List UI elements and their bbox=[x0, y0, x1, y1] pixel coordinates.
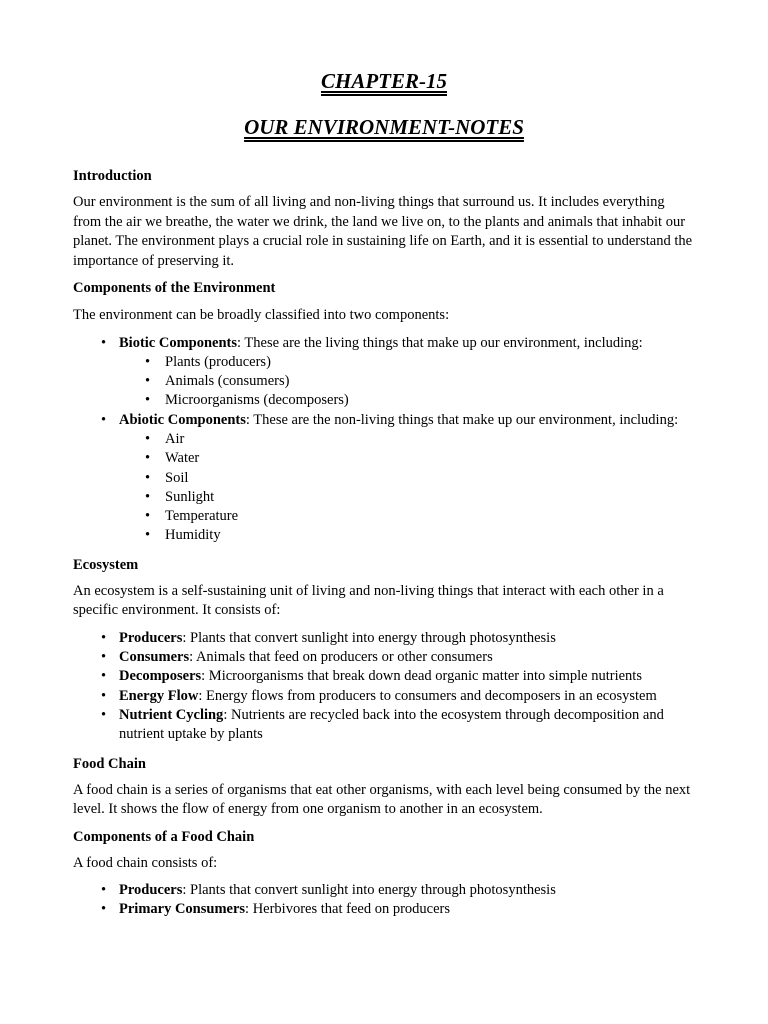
list-item: • Water bbox=[119, 449, 695, 468]
list-item bbox=[73, 667, 695, 686]
list-item-desc: : These are the non-living things that make up our environment, including: bbox=[245, 411, 679, 428]
list-item: • Animals (consumers) bbox=[119, 372, 695, 391]
list-item-desc: : Plants that convert sunlight into energy through photosynthesis bbox=[182, 882, 556, 899]
list-item bbox=[73, 881, 695, 900]
list-item bbox=[73, 629, 695, 648]
list-item-desc: : Energy flows from producers to consumers and decomposers in an ecosystem bbox=[198, 687, 657, 704]
list-item-desc: : Nutrients are recycled back into the ecosystem through decomposition and nutrient uptake by plants bbox=[119, 706, 664, 743]
abiotic-sublist bbox=[119, 430, 695, 546]
chapter-title: CHAPTER-15 bbox=[320, 69, 447, 93]
list-item: • Plants (producers) bbox=[119, 353, 695, 372]
ecosystem-intro: An ecosystem is a self-sustaining unit of living and non-living things that interact with each other in a specific environment. It consists of: bbox=[73, 582, 664, 619]
list-item-desc: : Herbivores that feed on producers bbox=[245, 901, 450, 918]
components-list bbox=[73, 334, 695, 546]
introduction-heading: Introduction bbox=[73, 168, 152, 184]
list-item-desc: : Plants that convert sunlight into energy through photosynthesis bbox=[182, 629, 556, 646]
list-item: • Temperature bbox=[119, 507, 695, 526]
list-item: • Air bbox=[119, 430, 695, 449]
food-chain-heading: Food Chain bbox=[73, 755, 146, 772]
list-item bbox=[73, 706, 695, 745]
food-chain-components-list bbox=[73, 881, 695, 920]
list-item: • Humidity bbox=[119, 526, 695, 545]
list-item-term: Biotic Components bbox=[119, 334, 238, 351]
food-chain-text: A food chain is a series of organisms that eat other organisms, with each level being consumed by the next level. It shows the flow of energy from one organism to another in an ecosystem. bbox=[73, 781, 691, 818]
list-item-term: Nutrient Cycling bbox=[119, 706, 224, 723]
list-item bbox=[73, 900, 695, 919]
list-item-term: Decomposers bbox=[119, 668, 202, 685]
list-item-term: Energy Flow bbox=[119, 687, 199, 704]
food-chain-components-heading: Components of a Food Chain bbox=[73, 828, 255, 845]
introduction-text: Our environment is the sum of all living and non-living things that surround us. It includes everything from the air we breathe, the water we drink, the land we live on, to the plants and animals that inhabit our planet. The environment plays a crucial role in sustaining life on Earth, and it is essential to understand the importance of preserving it. bbox=[73, 194, 693, 269]
list-item-term: Consumers bbox=[119, 649, 190, 666]
document-title: OUR ENVIRONMENT-NOTES bbox=[244, 115, 524, 139]
list-item bbox=[73, 648, 695, 667]
list-item-term: Producers bbox=[119, 629, 183, 646]
list-item-desc: : Microorganisms that break down dead organic matter into simple nutrients bbox=[201, 668, 642, 685]
components-intro: The environment can be broadly classified into two components: bbox=[73, 307, 450, 323]
list-item: • Soil bbox=[119, 469, 695, 488]
list-item-biotic bbox=[73, 334, 695, 411]
ecosystem-list bbox=[73, 629, 695, 745]
list-item: • Microorganisms (decomposers) bbox=[119, 391, 695, 410]
list-item bbox=[73, 687, 695, 706]
components-heading: Components of the Environment bbox=[73, 280, 276, 296]
food-chain-components-intro: A food chain consists of: bbox=[73, 854, 218, 871]
ecosystem-heading: Ecosystem bbox=[73, 556, 139, 573]
list-item: • Sunlight bbox=[119, 488, 695, 507]
list-item-term: Abiotic Components bbox=[119, 411, 246, 428]
biotic-sublist bbox=[119, 353, 695, 411]
list-item-abiotic bbox=[73, 411, 695, 546]
list-item-term: Producers bbox=[119, 882, 183, 899]
list-item-desc: : These are the living things that make up our environment, including: bbox=[237, 334, 643, 351]
list-item-desc: : Animals that feed on producers or other consumers bbox=[189, 649, 493, 666]
list-item-term: Primary Consumers bbox=[119, 901, 246, 918]
